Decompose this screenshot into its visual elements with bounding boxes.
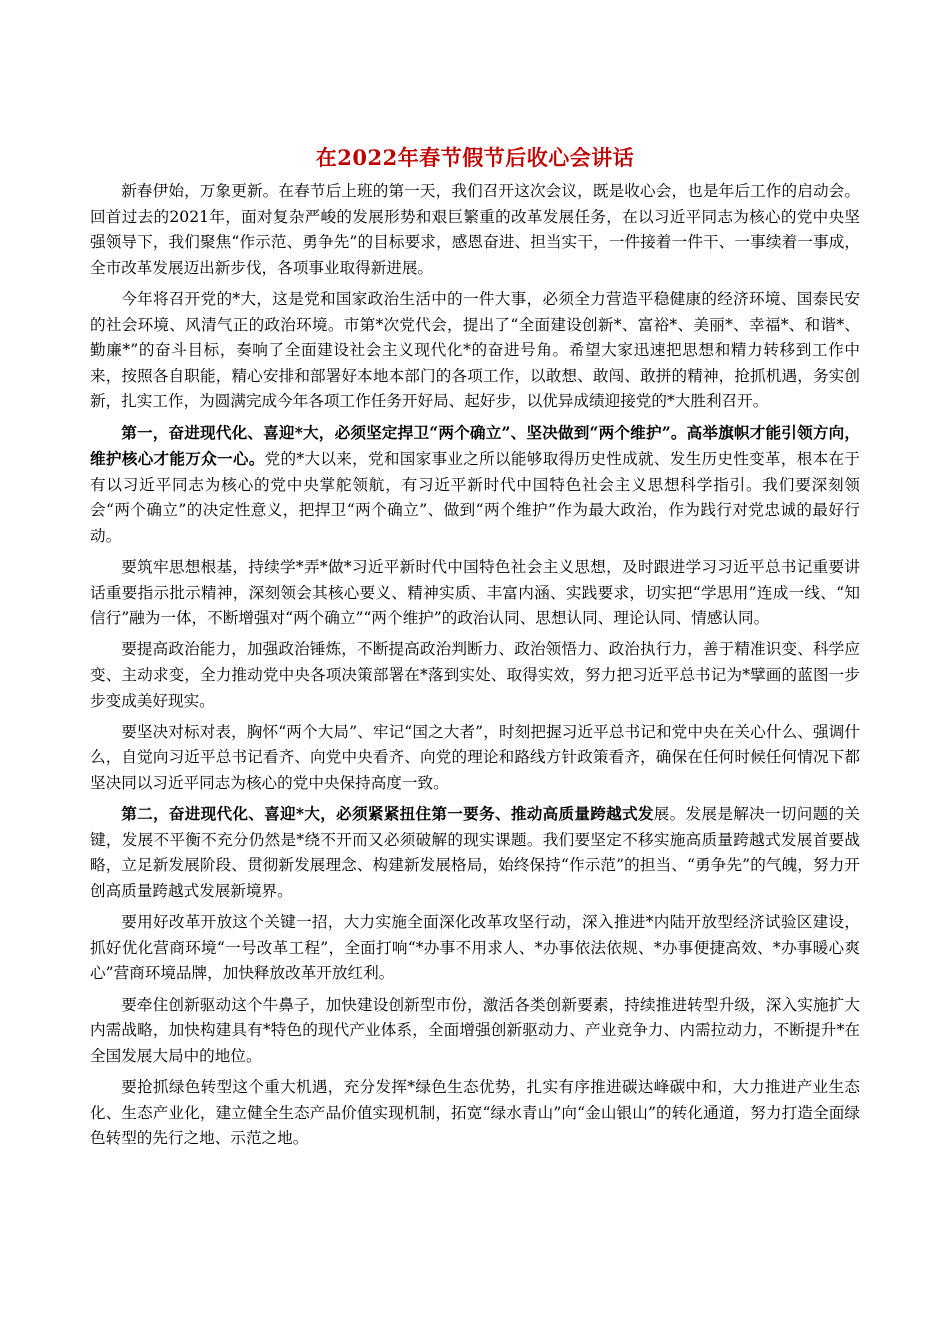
paragraph-7-lead: 第二，奋进现代化、喜迎*大，必须紧紧扭住第一要务、推动高质量跨越式发 <box>121 804 654 824</box>
paragraph-8-text: 要用好改革开放这个关键一招，大力实施全面深化改革攻坚行动，深入推进*内陆开放型经济试验区建设，抓好优化营商环境“一号改革工程”，全面打响“*办事不用求人、*办事依法依规、*办事便捷高效、*办事暖心爽心”营商环境品牌，加快释放改革开放红利。 <box>90 913 860 983</box>
paragraph-4-text: 要筑牢思想根基，持续学*弄*做*习近平新时代中国特色社会主义思想，及时跟进学习习近平总书记重要讲话重要指示批示精神，深刻领会其核心要义、精神实质、丰富内涵、实践要求，切实把“学思用”连成一线、“知信行”融为一体，不断增强对“两个确立”“两个维护”的政治认同、思想认同、理论认同、情感认同。 <box>90 558 860 628</box>
paragraph-5-text: 要提高政治能力，加强政治锤炼，不断提高政治判断力、政治领悟力、政治执行力，善于精准识变、科学应变、主动求变，全力推动党中央各项决策部署在*落到实处、取得实效，努力把习近平总书记为*擘画的蓝图一步步变成美好现实。 <box>90 640 860 710</box>
paragraph-10-text: 要抢抓绿色转型这个重大机遇，充分发挥*绿色生态优势，扎实有序推进碳达峰碳中和，大力推进产业生态化、生态产业化，建立健全生态产品价值实现机制，拓宽“绿水青山”向“金山银山”的转化通道，努力打造全面绿色转型的先行之地、示范之地。 <box>90 1077 860 1148</box>
paragraph-7 <box>90 801 860 904</box>
paragraph-6 <box>90 719 860 797</box>
document-title: 在2022年春节假节后收心会讲话 <box>315 145 635 170</box>
paragraph-2-text: 今年将召开党的*大，这是党和国家政治生活中的一件大事，必须全力营造平稳健康的经济环境、国泰民安的社会环境、风清气正的政治环境。市第*次党代会，提出了“全面建设创新*、富裕*、美丽*、幸福*、和谐*、勤廉*”的奋斗目标，奏响了全面建设社会主义现代化*的奋进号角。希望大家迅速把思想和精力转移到工作中来，按照各自职能，精心安排和部署好本地本部门的各项工作，以敢想、敢闯、敢拼的精神，抢抓机遇，务实创新，扎实工作，为圆满完成今年各项工作任务开好局、起好步，以优异成绩迎接党的*大胜利召开。 <box>90 289 860 411</box>
document-body <box>90 178 860 1156</box>
paragraph-9 <box>90 992 860 1070</box>
paragraph-3-text: 党的*大以来，党和国家事业之所以能够取得历史性成就、发生历史性变革，根本在于有以习近平同志为核心的党中央掌舵领航，有习近平新时代中国特色社会主义思想科学指引。我们要深刻领会“两个确立”的决定性意义，把捍卫“两个确立”、做到“两个维护”作为最大政治，作为践行对党忠诚的最好行动。 <box>90 450 860 545</box>
paragraph-3-lead: 第一，奋进现代化、喜迎*大，必须坚定捍卫“两个确立”、坚决做到“两个维护”。高举旗帜才能引领方向，维护核心才能万众一心。 <box>90 422 860 469</box>
paragraph-1 <box>90 178 860 281</box>
paragraph-3 <box>90 420 860 550</box>
paragraph-2 <box>90 286 860 415</box>
paragraph-7-text: 展。发展是解决一切问题的关键，发展不平衡不充分仍然是*绕不开而又必须破解的现实课题。我们要坚定不移实施高质量跨越式发展首要战略，立足新发展阶段、贯彻新发展理念、构建新发展格局，始终保持“作示范”的担当、“勇争先”的气魄，努力开创高质量跨越式发展新境界。 <box>90 805 860 900</box>
paragraph-8 <box>90 909 860 987</box>
paragraph-5 <box>90 636 860 714</box>
paragraph-6-text: 要坚决对标对表，胸怀“两个大局”、牢记“国之大者”，时刻把握习近平总书记和党中央在关心什么、强调什么，自觉向习近平总书记看齐、向党中央看齐、向党的理论和路线方针政策看齐，确保在任何时候任何情况下都坚决同以习近平同志为核心的党中央保持高度一致。 <box>90 722 860 793</box>
paragraph-10 <box>90 1074 860 1152</box>
paragraph-4 <box>90 554 860 632</box>
paragraph-1-text: 新春伊始，万象更新。在春节后上班的第一天，我们召开这次会议，既是收心会，也是年后工作的启动会。回首过去的2021年，面对复杂严峻的发展形势和艰巨繁重的改革发展任务，在以习近平同志为核心的党中央坚强领导下，我们聚焦“作示范、勇争先”的目标要求，感恩奋进、担当实干，一件接着一件干、一事续着一事成，全市改革发展迈出新步伐，各项事业取得新进展。 <box>90 182 860 277</box>
paragraph-9-text: 要牵住创新驱动这个牛鼻子，加快建设创新型市份，激活各类创新要素，持续推进转型升级，深入实施扩大内需战略，加快构建具有*特色的现代产业体系，全面增强创新驱动力、产业竞争力、内需拉动力，不断提升*在全国发展大局中的地位。 <box>90 995 860 1065</box>
